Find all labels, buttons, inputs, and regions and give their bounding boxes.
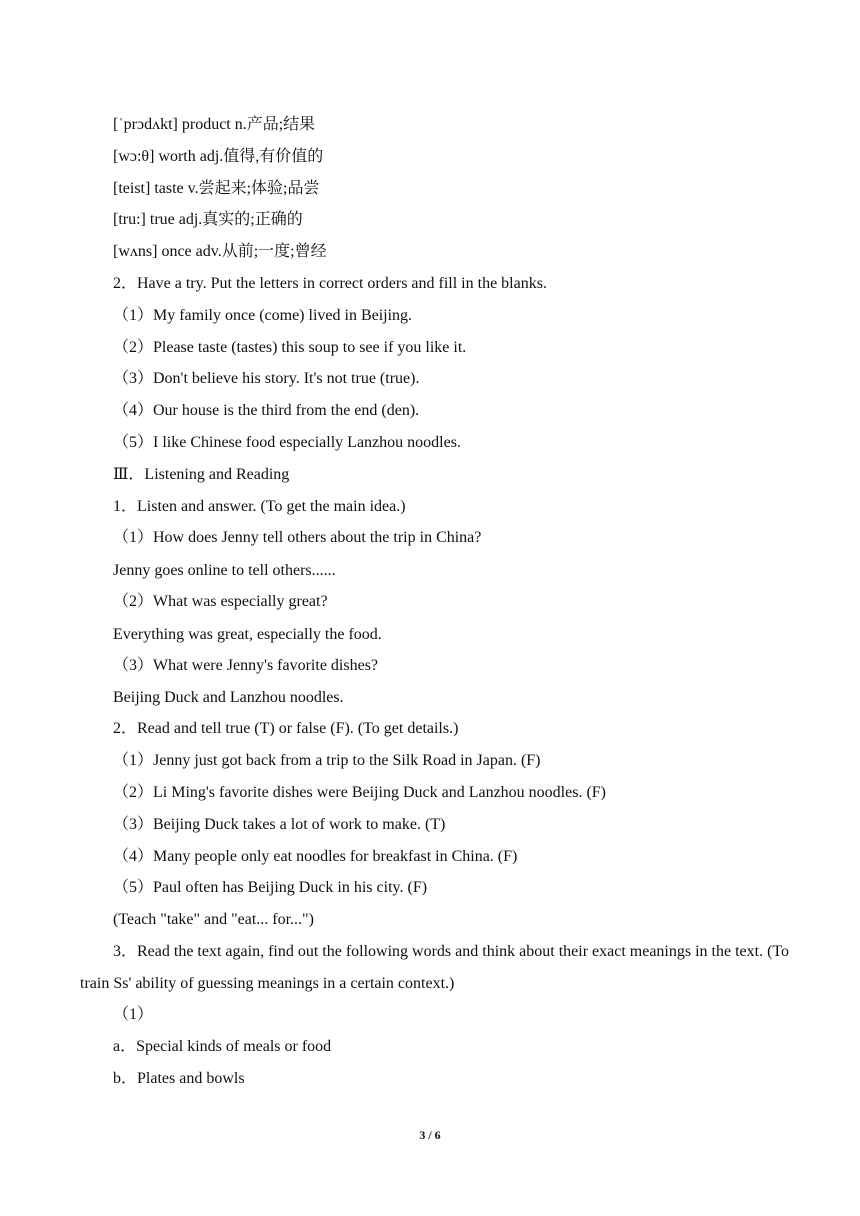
true-false-item: （2）Li Ming's favorite dishes were Beijing Duck and Lanzhou noodles. (F) bbox=[113, 784, 607, 801]
exercise-item: （2）Please taste (tastes) this soup to see if you like it. bbox=[113, 339, 467, 356]
answer: Jenny goes online to tell others...... bbox=[113, 562, 336, 579]
question: （1）How does Jenny tell others about the trip in China? bbox=[113, 529, 482, 546]
question: （3）What were Jenny's favorite dishes? bbox=[113, 657, 379, 674]
exercise-item: （1）My family once (come) lived in Beijing. bbox=[113, 307, 413, 324]
vocab-taste: [teist] taste v.尝起来;体验;品尝 bbox=[113, 180, 320, 197]
answer: Beijing Duck and Lanzhou noodles. bbox=[113, 689, 344, 706]
option-a: a．Special kinds of meals or food bbox=[113, 1038, 332, 1055]
vocab-once: [wʌns] once adv.从前;一度;曾经 bbox=[113, 243, 327, 260]
vocab-product: [ˈprɔdʌkt] product n.产品;结果 bbox=[113, 116, 316, 133]
option-b: b．Plates and bowls bbox=[113, 1070, 245, 1087]
true-false-item: （4）Many people only eat noodles for breakfast in China. (F) bbox=[113, 848, 518, 865]
exercise-item: （3）Don't believe his story. It's not true (true). bbox=[113, 370, 420, 387]
vocab-worth: [wɔ:θ] worth adj.值得,有价值的 bbox=[113, 148, 324, 165]
exercise-heading: 2．Have a try. Put the letters in correct orders and fill in the blanks. bbox=[113, 275, 547, 292]
sub-item-number: （1） bbox=[113, 1006, 154, 1023]
page-number: 3 / 6 bbox=[419, 1128, 441, 1142]
exercise-item: （5）I like Chinese food especially Lanzhou noodles. bbox=[113, 434, 461, 451]
true-false-item: （3）Beijing Duck takes a lot of work to make. (T) bbox=[113, 816, 446, 833]
task-heading: 3．Read the text again, find out the following words and think about their exact meanings in the text. (To train Ss' ability of guessing meanings in a certain context.) bbox=[80, 943, 790, 992]
task-heading: 2．Read and tell true (T) or false (F). (To get details.) bbox=[113, 720, 459, 737]
exercise-item: （4）Our house is the third from the end (den). bbox=[113, 402, 420, 419]
true-false-item: （5）Paul often has Beijing Duck in his city. (F) bbox=[113, 879, 428, 896]
answer: Everything was great, especially the food. bbox=[113, 626, 382, 643]
teaching-note: (Teach "take" and "eat... for...") bbox=[113, 911, 314, 928]
question: （2）What was especially great? bbox=[113, 593, 328, 610]
task-heading: 1．Listen and answer. (To get the main idea.) bbox=[113, 498, 406, 515]
vocab-true: [tru:] true adj.真实的;正确的 bbox=[113, 211, 303, 228]
section-heading: Ⅲ．Listening and Reading bbox=[113, 466, 290, 483]
true-false-item: （1）Jenny just got back from a trip to the Silk Road in Japan. (F) bbox=[113, 752, 541, 769]
